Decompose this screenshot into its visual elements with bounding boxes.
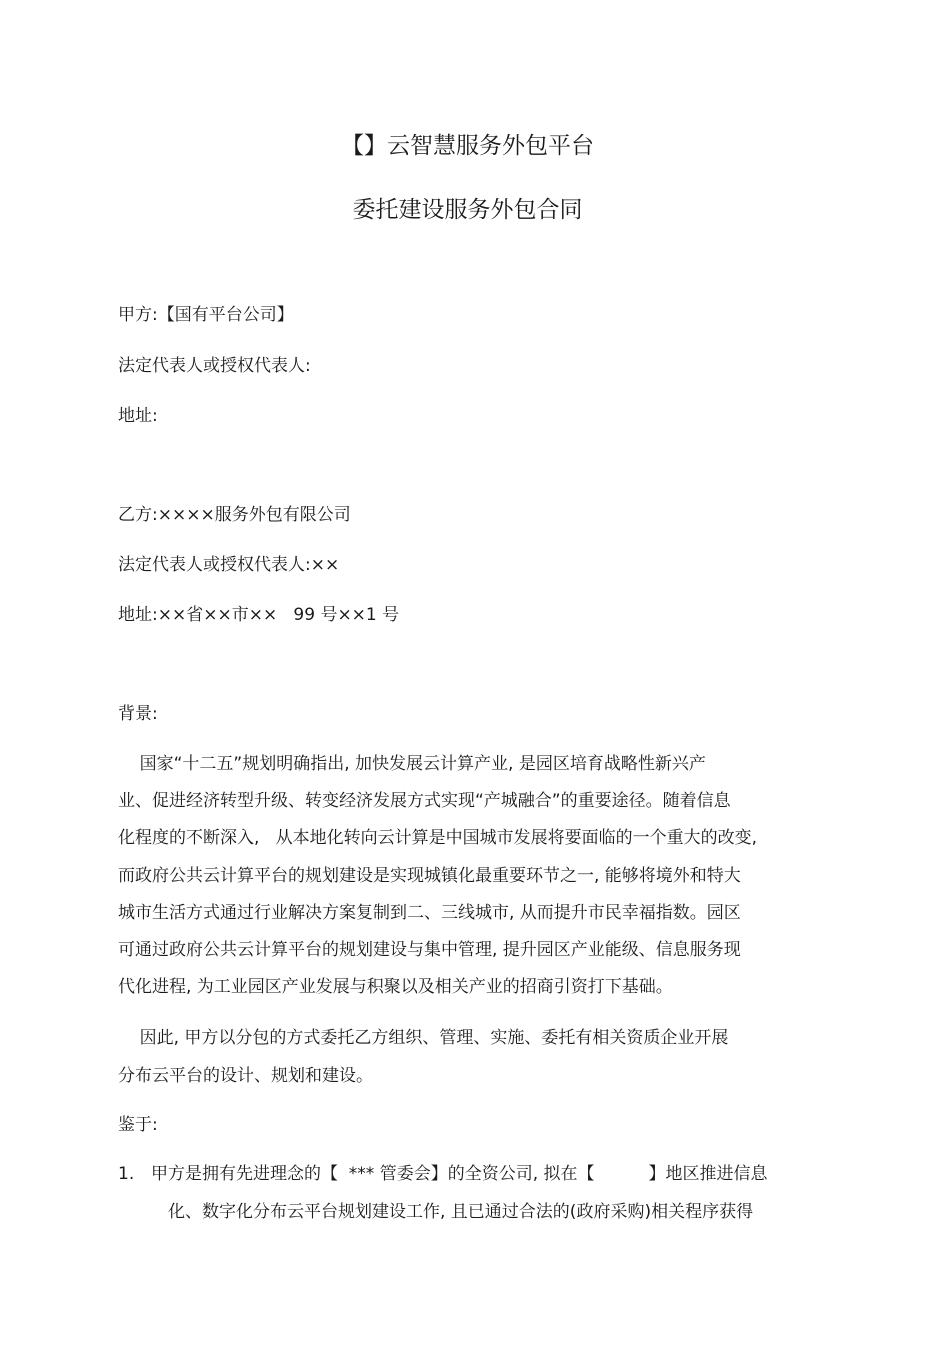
party-b-address: 地址:××省××市×× 99 号××1 号 xyxy=(118,605,400,625)
item-line: 化、数字化分布云平台规划建设工作, 且已通过合法的(政府采购)相关程序获得 xyxy=(168,1202,754,1222)
party-a-address: 地址: xyxy=(118,406,158,426)
whereas-heading: 鉴于: xyxy=(118,1115,158,1135)
party-a-name: 甲方:【国有平台公司】 xyxy=(118,305,294,325)
party-a-representative: 法定代表人或授权代表人: xyxy=(118,356,311,376)
item-1-number: 1. xyxy=(118,1164,135,1184)
paragraph-line: 国家“十二五”规划明确指出, 加快发展云计算产业, 是园区培育战略性新兴产 xyxy=(118,754,706,774)
party-b-name: 乙方:××××服务外包有限公司 xyxy=(118,505,351,525)
paragraph-line: 代化进程, 为工业园区产业发展与积聚以及相关产业的招商引资打下基础。 xyxy=(118,977,673,997)
item-line: 甲方是拥有先进理念的【 *** 管委会】的全资公司, 拟在【 】地区推进信息 xyxy=(151,1164,768,1184)
background-heading: 背景: xyxy=(118,704,158,724)
paragraph-line: 业、促进经济转型升级、转变经济发展方式实现“产城融合”的重要途径。随着信息 xyxy=(118,791,731,811)
paragraph-line: 而政府公共云计算平台的规划建设是实现城镇化最重要环节之一, 能够将境外和特大 xyxy=(118,866,741,886)
paragraph-line: 城市生活方式通过行业解决方案复制到二、三线城市, 从而提升市民幸福指数。园区 xyxy=(118,903,741,923)
paragraph-line: 因此, 甲方以分包的方式委托乙方组织、管理、实施、委托有相关资质企业开展 xyxy=(118,1028,729,1048)
paragraph-line: 化程度的不断深入, 从本地化转向云计算是中国城市发展将要面临的一个重大的改变, xyxy=(118,828,758,848)
paragraph-line: 可通过政府公共云计算平台的规划建设与集中管理, 提升园区产业能级、信息服务现 xyxy=(118,940,741,960)
party-b-representative: 法定代表人或授权代表人:×× xyxy=(118,555,340,575)
contract-title-line2: 委托建设服务外包合同 xyxy=(352,197,583,223)
paragraph-line: 分布云平台的设计、规划和建设。 xyxy=(118,1066,373,1086)
contract-title-line1: 【】云智慧服务外包平台 xyxy=(341,133,594,159)
